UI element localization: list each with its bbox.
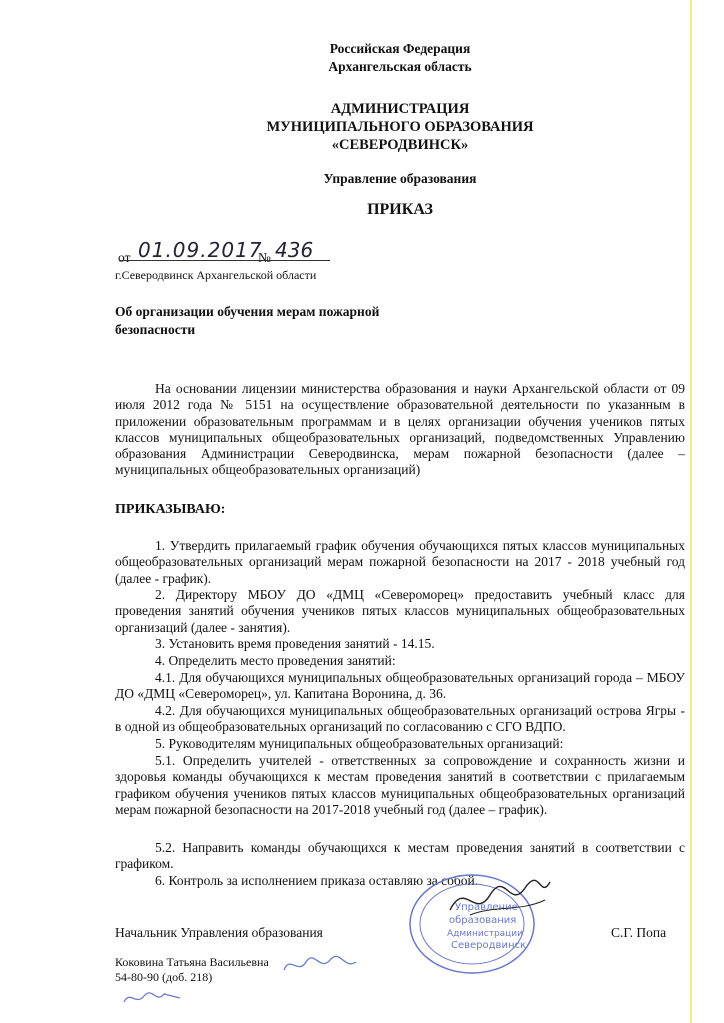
stamp-text-4: Северодвинск (451, 940, 527, 951)
place-line: г.Северодвинск Архангельской области (115, 268, 317, 282)
order-item-2: 2. Директору МБОУ ДО «ДМЦ «Североморец» предоставить учебный класс для проведения занятий обучения учеников пятых классов муниципальных общеобразовательных организаций (далее - занятия). (115, 587, 685, 635)
handwritten-number: 436 (275, 238, 314, 262)
executor-phone: 54-80-90 (доб. 218) (115, 970, 213, 984)
order-item-4-2: 4.2. Для обучающихся муниципальных общеобразовательных организаций острова Ягры - в одной из общеобразовательных организаций по согласованию с СГО ВДПО. (115, 703, 685, 735)
country-line: Российская Федерация (329, 41, 471, 56)
visa-scribble (280, 950, 360, 980)
subject-line-1: Об организации обучения мерам пожарной (115, 304, 380, 319)
signature-name: С.Г. Попа (611, 925, 667, 940)
department-title: Управление образования (323, 171, 477, 186)
handwritten-signature (440, 870, 560, 930)
order-heading: ПРИКАЗЫВАЮ: (115, 502, 226, 517)
stamp-text-3: Администрации (447, 929, 523, 939)
order-item-3: 3. Установить время проведения занятий - 14.15. (155, 636, 435, 651)
preamble-paragraph: На основании лицензии министерства образования и науки Архангельской области от 09 июля 2012 года № 5151 на осуществление образовательной деятельности по указанным в приложении образовательным программам и в целях организации обучения учеников пятых классов муниципальных общеобразовательных организаций, подведомственных Управлению образования Администрации Северодвинска, мерам пожарной безопасности (далее – муниципальных общеобразовательных организаций) (115, 381, 685, 478)
admin-line-2: МУНИЦИПАЛЬНОГО ОБРАЗОВАНИЯ (266, 119, 534, 135)
subject-line-2: безопасности (115, 322, 196, 337)
stamp-text-2: образования (449, 915, 517, 926)
order-item-4-1: 4.1. Для обучающихся муниципальных общеобразовательных организаций города – МБОУ ДО «ДМЦ «Североморец», ул. Капитана Воронина, д. 36. (115, 670, 685, 702)
order-item-4: 4. Определить место проведения занятий: (155, 653, 396, 668)
admin-line-1: АДМИНИСТРАЦИЯ (330, 101, 470, 117)
document-type: ПРИКАЗ (367, 201, 433, 218)
order-item-6: 6. Контроль за исполнением приказа оставляю за собой. (155, 873, 479, 888)
order-item-1: 1. Утвердить прилагаемый график обучения обучающихся пятых классов муниципальных общеобразовательных организаций мерам пожарной безопасности на 2017 - 2018 учебный год (далее - график). (115, 538, 685, 586)
executor-name: Коковина Татьяна Васильевна (115, 955, 269, 969)
date-from-label: от (118, 250, 131, 265)
stamp-text-1: Управление (455, 902, 518, 913)
order-item-5-1: 5.1. Определить учителей - ответственных за сопровождение и сохранность жизни и здоровья команды обучающихся к местам проведения занятий в соответствии с прилагаемым графиком обучения учеников пятых классов муниципальных общеобразовательных организаций мерам пожарной безопасности на 2017-2018 учебный год (далее – график). (115, 753, 685, 817)
admin-line-3: «СЕВЕРОДВИНСК» (331, 137, 469, 153)
date-underline (120, 260, 330, 261)
order-item-5-2: 5.2. Направить команды обучающихся к местам проведения занятий в соответствии с графиком. (115, 840, 685, 872)
region-line: Архангельская область (328, 59, 472, 74)
number-label: № (258, 250, 271, 265)
handwritten-date: 01.09.2017 (138, 238, 263, 262)
initials-scribble (120, 986, 190, 1011)
signature-position: Начальник Управления образования (115, 925, 323, 940)
order-item-5: 5. Руководителям муниципальных общеобразовательных организаций: (155, 736, 564, 751)
